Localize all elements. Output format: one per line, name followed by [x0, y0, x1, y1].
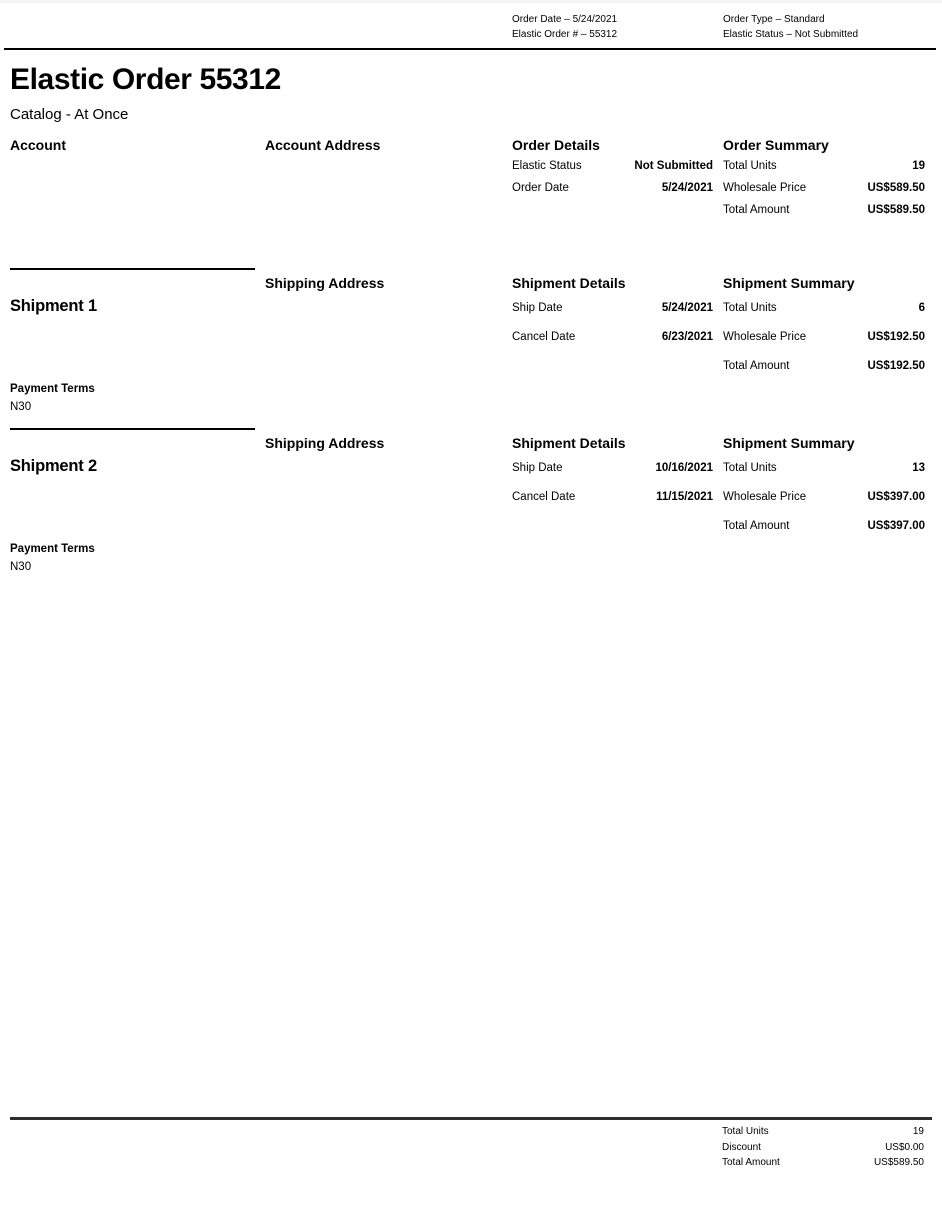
- row-value: 6/23/2021: [661, 331, 713, 343]
- footer-totals: [722, 1124, 924, 1171]
- shipment-1-title: Shipment 1: [10, 297, 97, 315]
- shipment-details-column: [512, 428, 713, 574]
- shipment-details-row: [512, 491, 713, 504]
- order-summary-row: [723, 182, 925, 195]
- payment-terms-heading: Payment Terms: [10, 543, 95, 555]
- row-value: US$589.50: [867, 182, 925, 194]
- row-value: 11/15/2021: [656, 491, 713, 503]
- row-value: 10/16/2021: [655, 462, 713, 474]
- shipping-address-heading: Shipping Address: [265, 275, 385, 291]
- document-header: [10, 12, 925, 42]
- header-elastic-status: Elastic Status – Not Submitted: [723, 29, 859, 40]
- row-label: Total Amount: [723, 360, 790, 372]
- shipment-summary-row: [723, 302, 925, 315]
- header-spacer: [265, 12, 502, 42]
- row-value: 5/24/2021: [661, 302, 713, 314]
- shipment-details-row: [512, 331, 713, 344]
- row-label: Total Units: [723, 462, 777, 474]
- shipment-2-title: Shipment 2: [10, 457, 97, 475]
- shipment-summary-row: [723, 462, 925, 475]
- shipment-summary-column: [723, 268, 925, 414]
- payment-terms-value: N30: [10, 401, 32, 413]
- shipment-summary-row: [723, 491, 925, 504]
- row-label: Wholesale Price: [723, 331, 807, 343]
- shipping-address-column: [265, 428, 502, 574]
- page-subtitle: Catalog - At Once: [10, 106, 129, 123]
- order-details-row: [512, 182, 713, 195]
- row-label: Total Units: [723, 302, 777, 314]
- row-label: Wholesale Price: [723, 491, 807, 503]
- row-label: Cancel Date: [512, 331, 576, 343]
- shipment-2-section: [10, 428, 925, 574]
- shipment-details-row: [512, 302, 713, 315]
- row-label: Total Units: [723, 160, 777, 172]
- footer-row: [722, 1124, 924, 1140]
- shipment-summary-row: [723, 331, 925, 344]
- account-column: [10, 137, 255, 217]
- order-summary-heading: Order Summary: [723, 137, 829, 153]
- shipment-summary-heading: Shipment Summary: [723, 435, 855, 451]
- shipment-summary-row: [723, 360, 925, 373]
- row-label: Ship Date: [512, 462, 563, 474]
- row-label: Order Date: [512, 182, 569, 194]
- row-value: US$192.50: [867, 331, 925, 343]
- row-value: US$0.00: [885, 1141, 924, 1153]
- row-value: US$397.00: [867, 520, 925, 532]
- row-value: 19: [912, 1126, 924, 1137]
- shipment-divider-rule: [10, 428, 255, 430]
- shipment-2-left-column: [10, 428, 255, 574]
- order-details-heading: Order Details: [512, 137, 600, 153]
- row-label: Wholesale Price: [723, 182, 807, 194]
- account-address-heading: Account Address: [265, 137, 381, 153]
- payment-terms-value: N30: [10, 561, 32, 573]
- row-label: Cancel Date: [512, 491, 576, 503]
- row-label: Total Units: [722, 1126, 769, 1137]
- order-summary-column: [723, 137, 925, 217]
- row-value: 6: [918, 302, 925, 314]
- footer-row: [722, 1140, 924, 1156]
- payment-terms-block: [10, 382, 255, 414]
- row-value: 13: [912, 462, 925, 474]
- payment-terms-block: [10, 542, 255, 574]
- shipping-address-column: [265, 268, 502, 414]
- row-label: Elastic Status: [512, 160, 582, 172]
- account-address-column: [265, 137, 502, 217]
- shipment-details-row: [512, 462, 713, 475]
- shipment-details-heading: Shipment Details: [512, 275, 626, 291]
- header-divider-rule: [4, 48, 936, 50]
- order-summary-row: [723, 160, 925, 173]
- row-value: 19: [912, 160, 925, 172]
- row-value: US$192.50: [867, 360, 925, 372]
- row-label: Total Amount: [722, 1157, 780, 1168]
- order-summary-row: [723, 204, 925, 217]
- row-value: 5/24/2021: [661, 182, 713, 194]
- header-meta-right: [723, 12, 925, 42]
- account-section: [10, 137, 925, 217]
- header-spacer: [10, 12, 255, 42]
- order-details-column: [512, 137, 713, 217]
- page-title: Elastic Order 55312: [10, 63, 281, 96]
- row-label: Total Amount: [723, 520, 790, 532]
- shipment-1-left-column: [10, 268, 255, 414]
- row-label: Discount: [722, 1141, 761, 1153]
- row-value: US$397.00: [867, 491, 925, 503]
- shipment-1-section: [10, 268, 925, 414]
- shipping-address-heading: Shipping Address: [265, 435, 385, 451]
- account-heading: Account: [10, 137, 66, 153]
- header-order-type: Order Type – Standard: [723, 14, 825, 25]
- row-value: US$589.50: [873, 1157, 924, 1168]
- shipment-summary-column: [723, 428, 925, 574]
- row-value: US$589.50: [867, 204, 925, 216]
- shipment-details-column: [512, 268, 713, 414]
- order-details-row: [512, 160, 713, 173]
- shipment-summary-heading: Shipment Summary: [723, 275, 855, 291]
- header-meta-left: [512, 12, 713, 42]
- top-edge-strip: [0, 0, 942, 3]
- row-label: Ship Date: [512, 302, 563, 314]
- footer-row: [722, 1155, 924, 1171]
- header-order-date: Order Date – 5/24/2021: [512, 14, 618, 25]
- header-elastic-order-number: Elastic Order # – 55312: [512, 29, 618, 40]
- payment-terms-heading: Payment Terms: [10, 383, 95, 395]
- shipment-details-heading: Shipment Details: [512, 435, 626, 451]
- row-value: Not Submitted: [634, 160, 713, 172]
- row-label: Total Amount: [723, 204, 790, 216]
- shipment-summary-row: [723, 520, 925, 533]
- shipment-divider-rule: [10, 268, 255, 270]
- footer-divider-rule: [10, 1117, 932, 1120]
